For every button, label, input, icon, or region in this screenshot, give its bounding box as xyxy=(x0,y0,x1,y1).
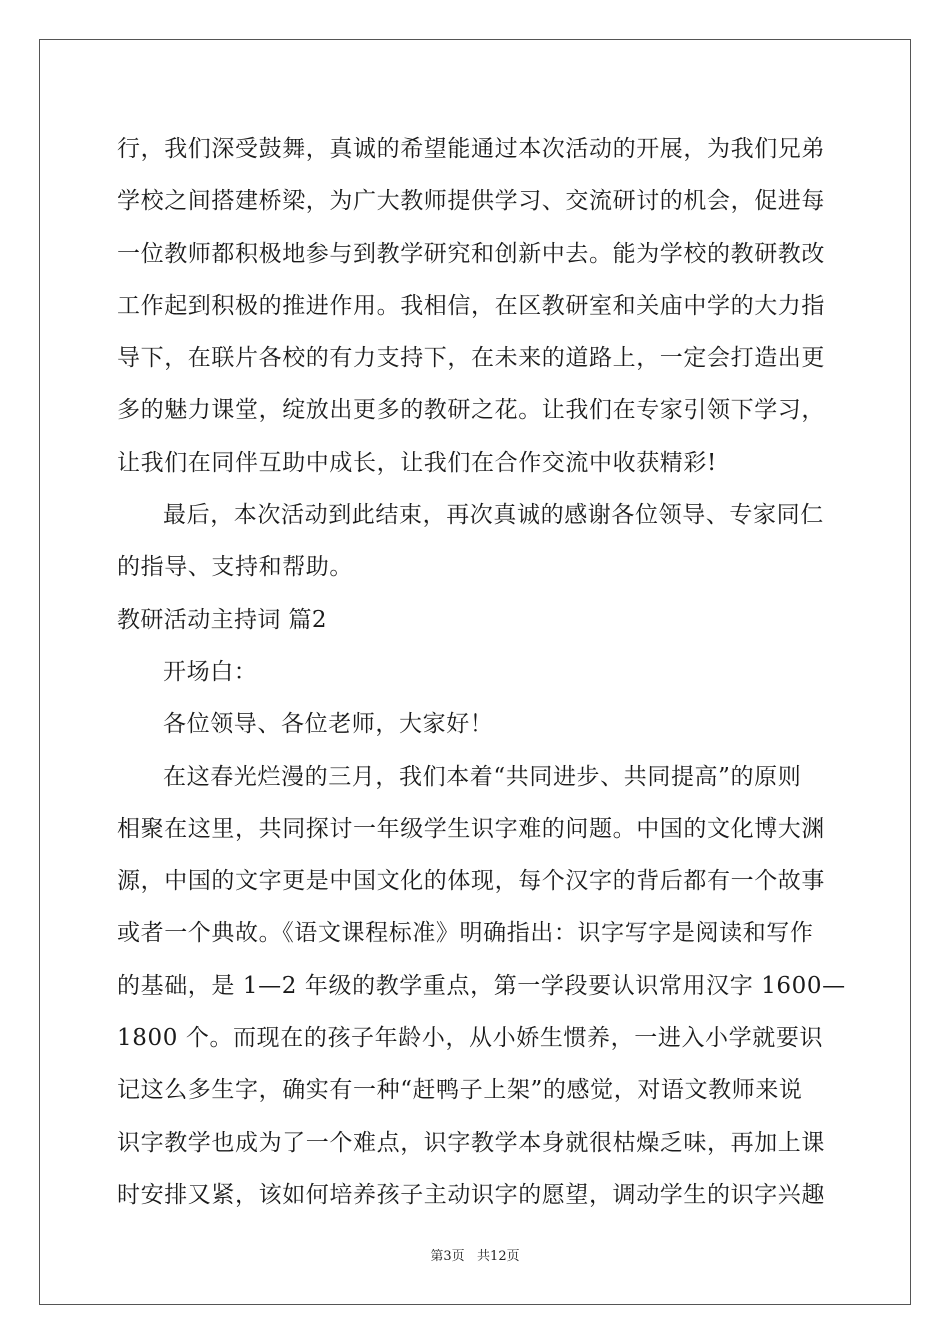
text-line: 的指导、支持和帮助。 xyxy=(117,554,353,581)
section-heading: 教研活动主持词 篇2 xyxy=(117,606,327,633)
text-line: 让我们在同伴互助中成长，让我们在合作交流中收获精彩! xyxy=(117,449,717,476)
text-line: 1800 个。而现在的孩子年龄小，从小娇生惯养，一进入小学就要识 xyxy=(117,1025,824,1052)
paragraph-start-line: 各位领导、各位老师，大家好！ xyxy=(163,711,494,738)
text-line: 导下，在联片各校的有力支持下，在未来的道路上，一定会打造出更 xyxy=(117,345,825,372)
text-line: 的基础，是 1—2 年级的教学重点，第一学段要认识常用汉字 1600— xyxy=(117,972,846,999)
text-line: 源，中国的文字更是中国文化的体现，每个汉字的背后都有一个故事 xyxy=(117,868,825,895)
text-line: 多的魅力课堂，绽放出更多的教研之花。让我们在专家引领下学习， xyxy=(117,397,825,424)
paragraph-start-line: 在这春光烂漫的三月，我们本着“共同进步、共同提高”的原则 xyxy=(163,763,802,790)
text-line: 工作起到积极的推进作用。我相信，在区教研室和关庙中学的大力指 xyxy=(117,292,825,319)
text-line: 时安排又紧，该如何培养孩子主动识字的愿望，调动学生的识字兴趣 xyxy=(117,1181,825,1208)
text-line: 相聚在这里，共同探讨一年级学生识字难的问题。中国的文化博大渊 xyxy=(117,815,825,842)
text-line: 记这么多生字，确实有一种“赶鸭子上架”的感觉，对语文教师来说 xyxy=(117,1077,803,1104)
page-number-footer: 第3页 共12页 xyxy=(430,1249,520,1264)
paragraph-start-line: 最后，本次活动到此结束，再次真诚的感谢各位领导、专家同仁 xyxy=(163,502,824,529)
text-line: 识字教学也成为了一个难点，识字教学本身就很枯燥乏味，再加上课 xyxy=(117,1129,825,1156)
text-line: 学校之间搭建桥梁，为广大教师提供学习、交流研讨的机会，促进每 xyxy=(117,188,825,215)
paragraph-start-line: 开场白： xyxy=(163,658,258,685)
document-body xyxy=(117,123,846,1221)
text-line: 一位教师都积极地参与到教学研究和创新中去。能为学校的教研教改 xyxy=(117,240,825,267)
text-line: 行，我们深受鼓舞，真诚的希望能通过本次活动的开展，为我们兄弟 xyxy=(117,136,825,162)
text-line: 或者一个典故。《语文课程标准》明确指出：识字写字是阅读和写作 xyxy=(117,920,814,947)
